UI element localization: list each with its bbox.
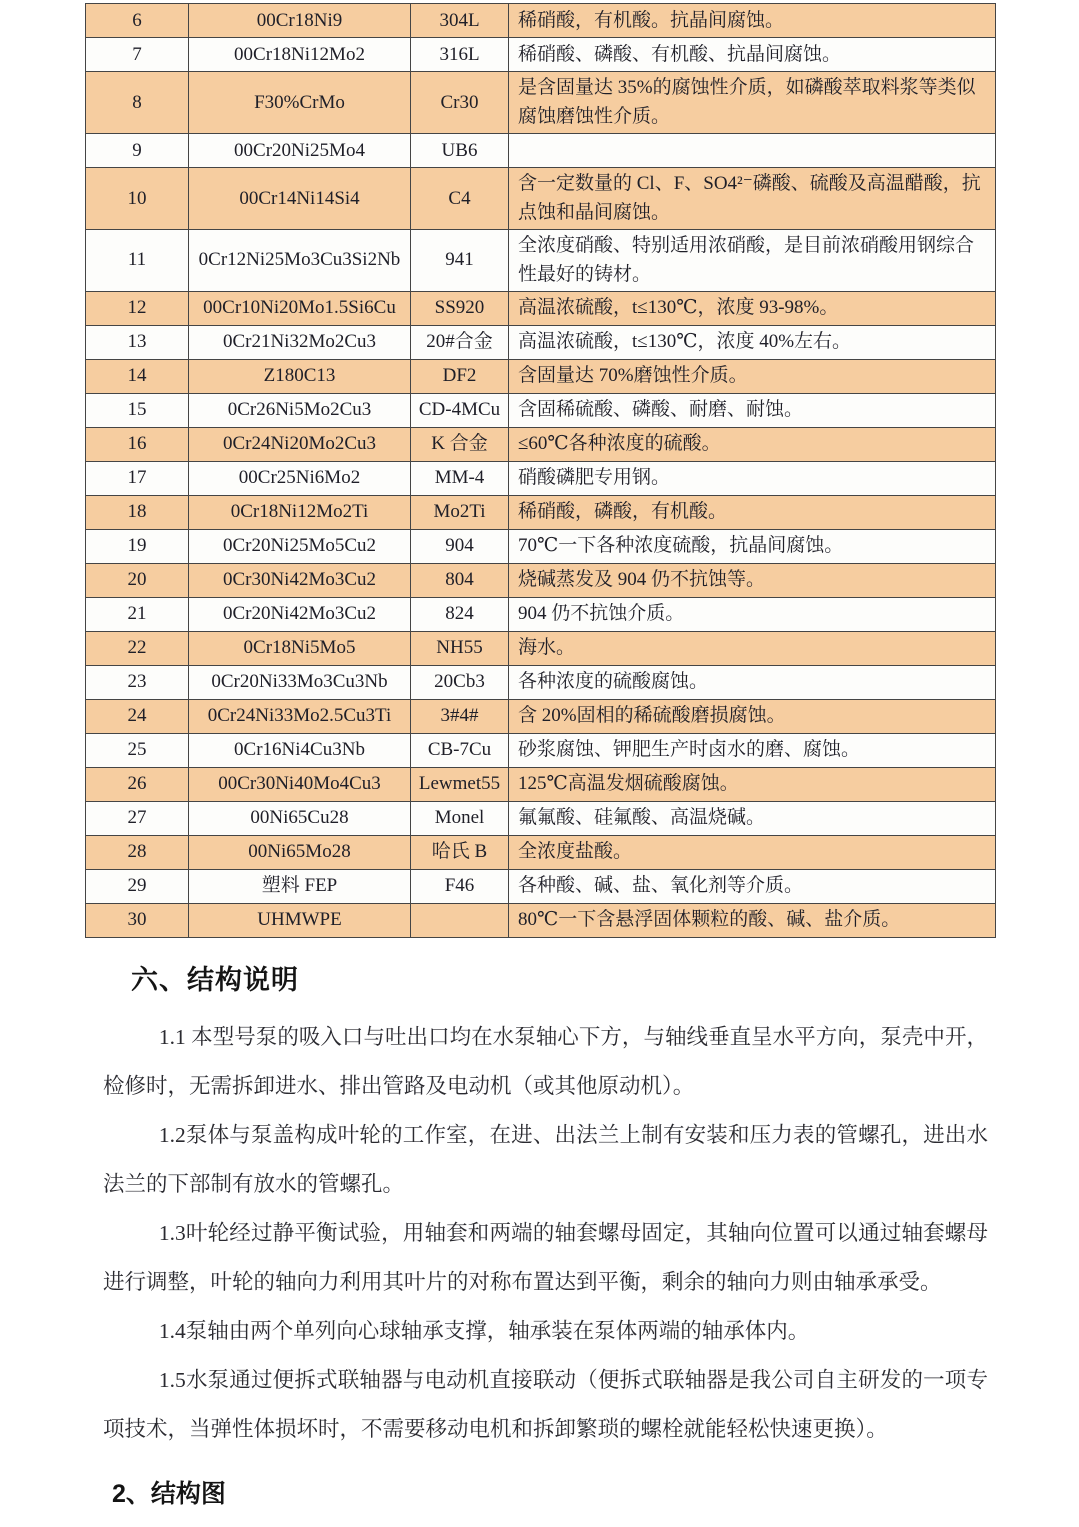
cell-no: 20	[86, 563, 189, 597]
table-row	[86, 767, 996, 801]
cell-grade: 804	[411, 563, 509, 597]
table-row	[86, 699, 996, 733]
cell-material: UHMWPE	[189, 903, 411, 937]
cell-material: 00Ni65Mo28	[189, 835, 411, 869]
cell-desc: 各种酸、碱、盐、氧化剂等介质。	[509, 869, 996, 903]
cell-desc: 含固稀硫酸、磷酸、耐磨、耐蚀。	[509, 393, 996, 427]
table-row	[86, 427, 996, 461]
cell-no: 6	[86, 4, 189, 38]
cell-desc: 硝酸磷肥专用钢。	[509, 461, 996, 495]
cell-material: 00Cr18Ni9	[189, 4, 411, 38]
materials-table-wrap	[85, 3, 995, 938]
cell-material: 0Cr18Ni5Mo5	[189, 631, 411, 665]
cell-desc: 砂浆腐蚀、钾肥生产时卤水的磨、腐蚀。	[509, 733, 996, 767]
cell-no: 16	[86, 427, 189, 461]
table-row	[86, 563, 996, 597]
cell-material: 00Cr20Ni25Mo4	[189, 133, 411, 167]
cell-no: 12	[86, 291, 189, 325]
cell-desc: 各种浓度的硫酸腐蚀。	[509, 665, 996, 699]
cell-desc: 稀硝酸，磷酸，有机酸。	[509, 495, 996, 529]
table-row	[86, 38, 996, 72]
cell-material: 00Ni65Cu28	[189, 801, 411, 835]
cell-material: 0Cr21Ni32Mo2Cu3	[189, 325, 411, 359]
cell-grade: 304L	[411, 4, 509, 38]
cell-grade: 824	[411, 597, 509, 631]
cell-material: 00Cr18Ni12Mo2	[189, 38, 411, 72]
cell-desc: 含一定数量的 Cl、F、SO4²⁻磷酸、硫酸及高温醋酸，抗点蚀和晶间腐蚀。	[509, 167, 996, 229]
cell-grade: DF2	[411, 359, 509, 393]
table-row	[86, 393, 996, 427]
cell-material: 0Cr30Ni42Mo3Cu2	[189, 563, 411, 597]
cell-desc: 高温浓硫酸，t≤130℃，浓度 93-98%。	[509, 291, 996, 325]
cell-material: F30%CrMo	[189, 72, 411, 134]
cell-grade: 316L	[411, 38, 509, 72]
cell-no: 28	[86, 835, 189, 869]
cell-no: 11	[86, 229, 189, 291]
paragraph-1-3: 1.3叶轮经过静平衡试验，用轴套和两端的轴套螺母固定，其轴向位置可以通过轴套螺母进行调整，叶轮的轴向力利用其叶片的对称布置达到平衡，剩余的轴向力则由轴承承受。	[103, 1221, 988, 1294]
paragraph-1-4: 1.4泵轴由两个单列向心球轴承支撑，轴承装在泵体两端的轴承体内。	[158, 1319, 810, 1343]
section-heading: 六、结构说明	[131, 965, 299, 995]
cell-material: 00Cr10Ni20Mo1.5Si6Cu	[189, 291, 411, 325]
cell-material: 0Cr12Ni25Mo3Cu3Si2Nb	[189, 229, 411, 291]
cell-no: 8	[86, 72, 189, 134]
cell-grade: MM-4	[411, 461, 509, 495]
table-row	[86, 631, 996, 665]
cell-grade: Monel	[411, 801, 509, 835]
cell-material: Z180C13	[189, 359, 411, 393]
cell-desc: 稀硝酸，有机酸。抗晶间腐蚀。	[509, 4, 996, 38]
cell-desc: 烧碱蒸发及 904 仍不抗蚀等。	[509, 563, 996, 597]
table-row	[86, 291, 996, 325]
cell-desc: 全浓度盐酸。	[509, 835, 996, 869]
cell-no: 14	[86, 359, 189, 393]
table-row	[86, 665, 996, 699]
cell-material: 00Cr30Ni40Mo4Cu3	[189, 767, 411, 801]
cell-material: 塑料 FEP	[189, 869, 411, 903]
cell-desc: 904 仍不抗蚀介质。	[509, 597, 996, 631]
cell-grade	[411, 903, 509, 937]
table-row	[86, 167, 996, 229]
table-row	[86, 801, 996, 835]
materials-table-body	[86, 4, 996, 938]
cell-no: 29	[86, 869, 189, 903]
cell-no: 21	[86, 597, 189, 631]
cell-no: 23	[86, 665, 189, 699]
cell-grade: 20Cb3	[411, 665, 509, 699]
cell-desc: 全浓度硝酸、特别适用浓硝酸，是目前浓硝酸用钢综合性最好的铸材。	[509, 229, 996, 291]
cell-desc: 高温浓硫酸，t≤130℃，浓度 40%左右。	[509, 325, 996, 359]
structure-description-section	[103, 958, 988, 1454]
cell-grade: 20#合金	[411, 325, 509, 359]
cell-grade: Cr30	[411, 72, 509, 134]
cell-desc: 是含固量达 35%的腐蚀性介质，如磷酸萃取料浆等类似腐蚀磨蚀性介质。	[509, 72, 996, 134]
cell-desc: 含固量达 70%磨蚀性介质。	[509, 359, 996, 393]
table-row	[86, 229, 996, 291]
cell-no: 17	[86, 461, 189, 495]
cell-grade: Mo2Ti	[411, 495, 509, 529]
cell-material: 0Cr20Ni25Mo5Cu2	[189, 529, 411, 563]
cell-desc: 氟氟酸、硅氟酸、高温烧碱。	[509, 801, 996, 835]
paragraph-1-1: 1.1 本型号泵的吸入口与吐出口均在水泵轴心下方，与轴线垂直呈水平方向，泵壳中开，检修时，无需拆卸进水、排出管路及电动机（或其他原动机）。	[103, 1025, 988, 1098]
cell-no: 24	[86, 699, 189, 733]
table-row	[86, 133, 996, 167]
cell-no: 18	[86, 495, 189, 529]
cell-grade: C4	[411, 167, 509, 229]
table-row	[86, 325, 996, 359]
paragraph-1-2: 1.2泵体与泵盖构成叶轮的工作室，在进、出法兰上制有安装和压力表的管螺孔，进出水法兰的下部制有放水的管螺孔。	[103, 1123, 988, 1196]
cell-no: 9	[86, 133, 189, 167]
cell-desc: 海水。	[509, 631, 996, 665]
cell-grade: F46	[411, 869, 509, 903]
cell-no: 27	[86, 801, 189, 835]
table-row	[86, 359, 996, 393]
cell-material: 00Cr14Ni14Si4	[189, 167, 411, 229]
table-row	[86, 835, 996, 869]
cell-no: 30	[86, 903, 189, 937]
paragraph-1-5: 1.5水泵通过便拆式联轴器与电动机直接联动（便拆式联轴器是我公司自主研发的一项专项技术，当弹性体损坏时，不需要移动电机和拆卸繁琐的螺栓就能轻松快速更换）。	[103, 1368, 988, 1441]
cell-grade: Lewmet55	[411, 767, 509, 801]
table-row	[86, 495, 996, 529]
cell-grade: SS920	[411, 291, 509, 325]
cell-material: 00Cr25Ni6Mo2	[189, 461, 411, 495]
cell-desc: 125℃高温发烟硫酸腐蚀。	[509, 767, 996, 801]
cell-grade: K 合金	[411, 427, 509, 461]
materials-table	[85, 3, 996, 938]
cell-desc: 80℃一下含悬浮固体颗粒的酸、碱、盐介质。	[509, 903, 996, 937]
table-row	[86, 529, 996, 563]
cell-desc: 含 20%固相的稀硫酸磨损腐蚀。	[509, 699, 996, 733]
cell-no: 19	[86, 529, 189, 563]
cell-no: 26	[86, 767, 189, 801]
cell-no: 10	[86, 167, 189, 229]
cell-material: 0Cr24Ni33Mo2.5Cu3Ti	[189, 699, 411, 733]
cell-no: 15	[86, 393, 189, 427]
table-row	[86, 903, 996, 937]
cell-material: 0Cr24Ni20Mo2Cu3	[189, 427, 411, 461]
cell-grade: 3#4#	[411, 699, 509, 733]
table-row	[86, 733, 996, 767]
cell-grade: 904	[411, 529, 509, 563]
cell-material: 0Cr18Ni12Mo2Ti	[189, 495, 411, 529]
cell-desc: 稀硝酸、磷酸、有机酸、抗晶间腐蚀。	[509, 38, 996, 72]
cell-no: 13	[86, 325, 189, 359]
cell-desc: ≤60℃各种浓度的硫酸。	[509, 427, 996, 461]
cell-grade: 哈氏 B	[411, 835, 509, 869]
table-row	[86, 597, 996, 631]
cell-desc: 70℃一下各种浓度硫酸，抗晶间腐蚀。	[509, 529, 996, 563]
cell-material: 0Cr20Ni42Mo3Cu2	[189, 597, 411, 631]
cell-material: 0Cr26Ni5Mo2Cu3	[189, 393, 411, 427]
table-row	[86, 461, 996, 495]
cell-desc	[509, 133, 996, 167]
cell-grade: CB-7Cu	[411, 733, 509, 767]
cell-no: 22	[86, 631, 189, 665]
sub-heading-structure-diagram: 2、结构图	[112, 1480, 226, 1508]
cell-no: 7	[86, 38, 189, 72]
cell-grade: 941	[411, 229, 509, 291]
cell-grade: CD-4MCu	[411, 393, 509, 427]
cell-no: 25	[86, 733, 189, 767]
table-row	[86, 72, 996, 134]
cell-material: 0Cr20Ni33Mo3Cu3Nb	[189, 665, 411, 699]
cell-grade: UB6	[411, 133, 509, 167]
table-row	[86, 4, 996, 38]
table-row	[86, 869, 996, 903]
cell-grade: NH55	[411, 631, 509, 665]
cell-material: 0Cr16Ni4Cu3Nb	[189, 733, 411, 767]
